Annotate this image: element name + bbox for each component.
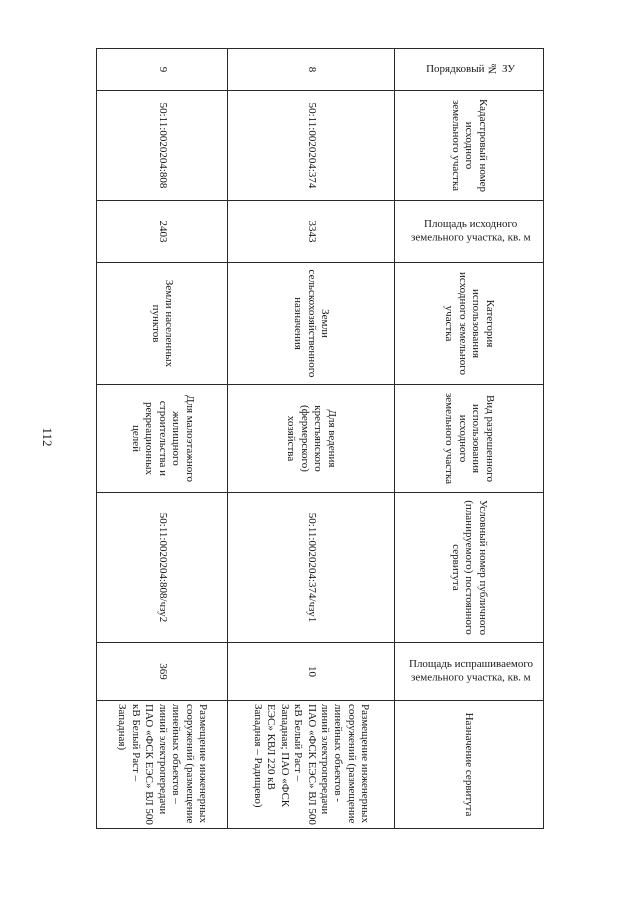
table-row	[228, 49, 395, 829]
header-requested-area: Площадь испрашиваемого земельного участка, кв. м	[394, 643, 543, 701]
table-row	[97, 49, 228, 829]
header-permitted-use: Вид разрешенного использования исходного земельного участка	[394, 385, 543, 493]
cell-source-area: 2403	[97, 201, 228, 263]
header-servitude-number: Условный номер публичного (планируемого) постоянного сервитута	[394, 493, 543, 643]
cell-cadastral-number: 50:11:0020204:808	[97, 91, 228, 201]
cell-cadastral-number: 50:11:0020204:374	[228, 91, 395, 201]
header-cadastral-number: Кадастровый номер исходного земельного участка	[394, 91, 543, 201]
header-ordinal: Порядковый № ЗУ	[394, 49, 543, 91]
table-header-row	[394, 49, 543, 829]
cell-ordinal: 8	[228, 49, 395, 91]
cell-servitude-number: 50:11:0020204:374/чзу1	[228, 493, 395, 643]
cell-servitude-number: 50:11:0020204:808/чзу2	[97, 493, 228, 643]
cell-requested-area: 369	[97, 643, 228, 701]
cell-permitted-use: Для малоэтажного жилищного строительства и рекреационных целей	[97, 385, 228, 493]
servitude-table-container	[96, 48, 544, 828]
cell-ordinal: 9	[97, 49, 228, 91]
header-servitude-purpose: Назначение сервитута	[394, 701, 543, 829]
header-land-category: Категория использования исходного земельного участка	[394, 263, 543, 385]
header-source-area: Площадь исходного земельного участка, кв. м	[394, 201, 543, 263]
cell-permitted-use: Для ведения крестьянского (фермерского) хозяйства	[228, 385, 395, 493]
cell-servitude-purpose: Размещение инженерных сооружений (размещение линейных объектов – линий электропередачи ПАО «ФСК ЕЭС» ВЛ 500 кВ Белый Раст – Западная)	[97, 701, 228, 829]
cell-land-category: Земли сельскохозяйственного назначения	[228, 263, 395, 385]
cell-requested-area: 10	[228, 643, 395, 701]
page-number: 112	[40, 427, 55, 447]
cell-source-area: 3343	[228, 201, 395, 263]
cell-land-category: Земли населенных пунктов	[97, 263, 228, 385]
servitude-table	[96, 48, 544, 829]
cell-servitude-purpose: Размещение инженерных сооружений (размещение линейных объектов - линий электропередачи ПАО «ФСК ЕЭС» ВЛ 500 кВ Белый Раст – Западная; ПАО «ФСК ЕЭС» КВЛ 220 кВ Западная – Радищево)	[228, 701, 395, 829]
